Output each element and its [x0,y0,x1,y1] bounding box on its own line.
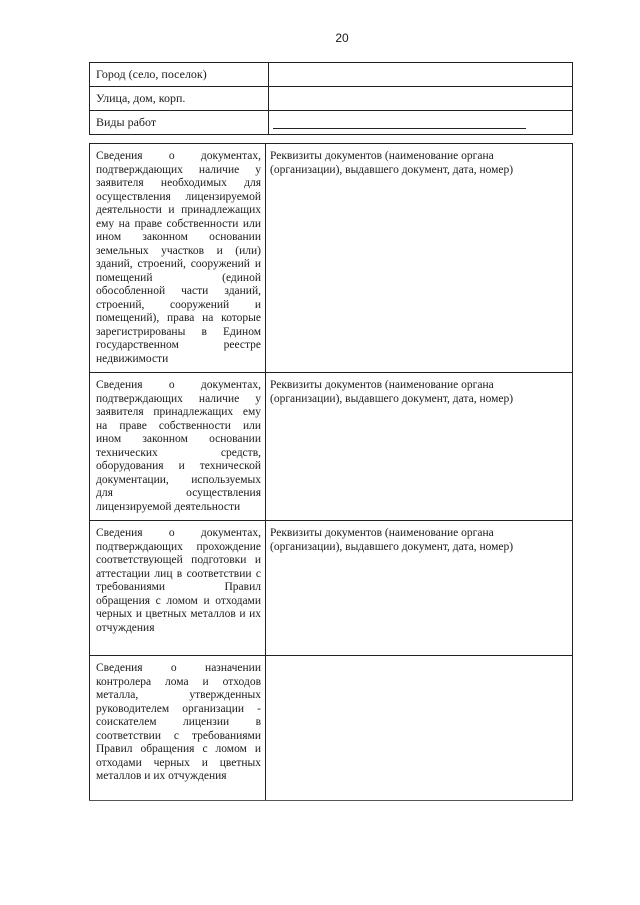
address-table [89,62,573,135]
table-row [90,373,573,521]
city-label: Город (село, поселок) [90,63,269,87]
row-3-description: Сведения о документах, подтверждающих прохождение соответствующей подготовки и аттестации лиц в соответствии с требованиями Правил обращения с ломом и отходами черных и цветных металлов и их отчуждения [90,521,266,656]
table-row [90,521,573,656]
row-2-description: Сведения о документах, подтверждающих наличие у заявителя принадлежащих ему на праве собственности или ином законном основании технических средств, оборудования и технической документации, используемых для осуществления лицензируемой деятельности [90,373,266,521]
work-types-value [269,111,573,135]
documents-table [89,143,573,801]
row-2-requisites: Реквизиты документов (наименование органа (организации), выдавшего документ, дата, номер) [266,373,573,521]
table-row [90,144,573,373]
street-value [269,87,573,111]
row-4-description: Сведения о назначении контролера лома и отходов металла, утвержденных руководителем организации - соискателем лицензии в соответствии с требованиями Правил обращения с ломом и отходами черных и цветных металлов и их отчуждения [90,656,266,801]
row-4-requisites [266,656,573,801]
row-3-requisites: Реквизиты документов (наименование органа (организации), выдавшего документ, дата, номер) [266,521,573,656]
street-label: Улица, дом, корп. [90,87,269,111]
address-row-city [90,63,573,87]
work-types-underline [273,128,526,129]
row-1-description: Сведения о документах, подтверждающих наличие у заявителя необходимых для осуществления лицензируемой деятельности и принадлежащих ему на праве собственности или ином законном основании земельных участков и (или) зданий, строений, сооружений и помещений (единой обособленной части зданий, строений, сооружений и помещений), права на которые зарегистрированы в Едином государственном реестре недвижимости [90,144,266,373]
address-row-work-types [90,111,573,135]
bottom-divider [89,800,573,801]
city-value [269,63,573,87]
table-row [90,656,573,801]
work-types-label: Виды работ [90,111,269,135]
page-number: 20 [335,31,349,45]
address-row-street [90,87,573,111]
row-1-requisites: Реквизиты документов (наименование органа (организации), выдавшего документ, дата, номер) [266,144,573,373]
